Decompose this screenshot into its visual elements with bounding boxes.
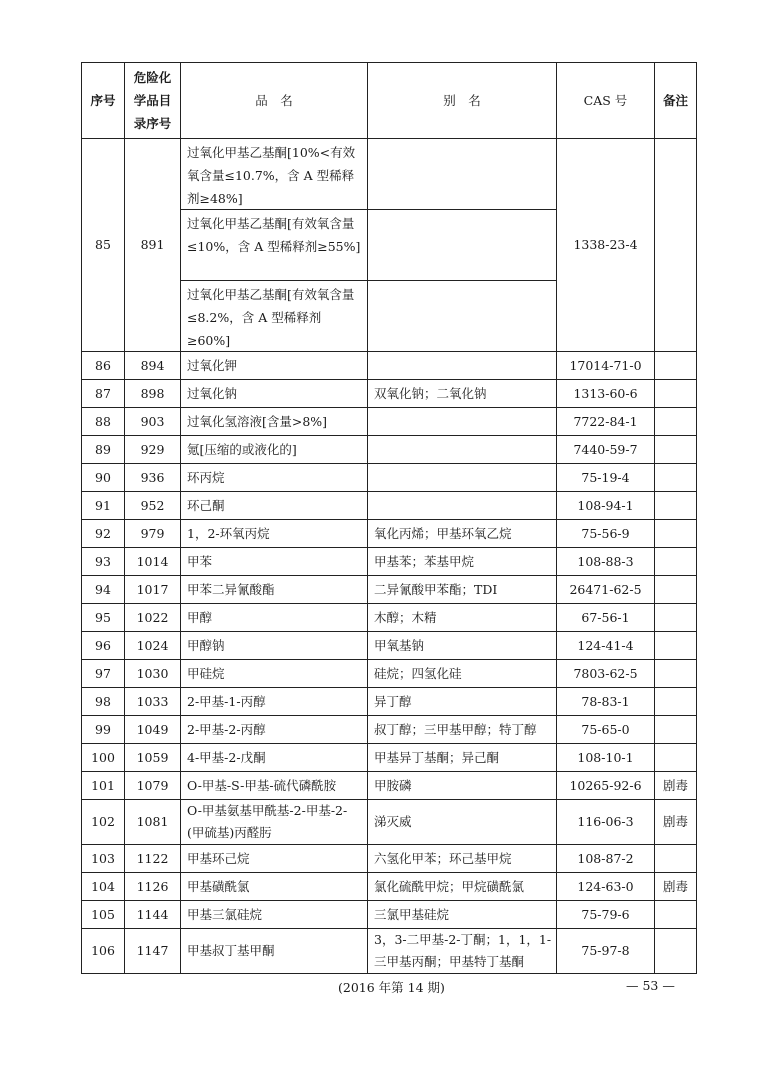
row-name: O-甲基-S-甲基-硫代磷酰胺 [181,772,368,800]
row-cas: 78-83-1 [557,688,655,716]
row-cas: 124-63-0 [557,873,655,901]
row-name: 2-甲基-2-丙醇 [181,716,368,744]
header-seq: 序号 [82,63,125,139]
row-note [655,380,697,408]
row-note [655,632,697,660]
row-cas: 7722-84-1 [557,408,655,436]
row-alias: 木醇；木精 [368,604,557,632]
row-note [655,604,697,632]
row-catalog: 1014 [125,548,181,576]
row-note [655,660,697,688]
row-catalog: 952 [125,492,181,520]
table-row [82,688,697,716]
row-name: 过氧化甲基乙基酮[10%<有效氧含量≤10.7%，含 A 型稀释剂≥48%] [181,139,367,210]
row-seq: 100 [82,744,125,772]
table-row [82,548,697,576]
row-name: 过氧化甲基乙基酮[有效氧含量≤10%，含 A 型稀释剂≥55%] [181,210,367,281]
row-cas: 108-94-1 [557,492,655,520]
table-row [82,901,697,929]
row-cas: 108-87-2 [557,845,655,873]
row-seq: 106 [82,929,125,974]
row-alias: 三氯甲基硅烷 [368,901,557,929]
row-catalog: 1033 [125,688,181,716]
table-row [82,632,697,660]
row-alias: 甲基异丁基酮；异己酮 [368,744,557,772]
row-seq: 98 [82,688,125,716]
row-name: O-甲基氨基甲酰基-2-甲基-2-(甲硫基)丙醛肟 [181,800,368,845]
header-catalog: 危险化学品目录序号 [125,63,181,139]
row-alias: 甲基苯；苯基甲烷 [368,548,557,576]
row-alias: 甲胺磷 [368,772,557,800]
row-name: 甲基叔丁基甲酮 [181,929,368,974]
row-name: 环丙烷 [181,464,368,492]
table-row [82,929,697,974]
row-note [655,688,697,716]
row-cas: 67-56-1 [557,604,655,632]
row-alias: 六氢化甲苯；环己基甲烷 [368,845,557,873]
row-catalog: 1144 [125,901,181,929]
row-catalog: 898 [125,380,181,408]
row-catalog: 979 [125,520,181,548]
row-seq: 87 [82,380,125,408]
row-catalog: 891 [125,139,181,352]
chemical-table [81,62,697,974]
row-name: 氪[压缩的或液化的] [181,436,368,464]
row-name: 甲苯 [181,548,368,576]
table-row [82,380,697,408]
row-catalog: 1022 [125,604,181,632]
row-note [655,436,697,464]
row-alias: 涕灭威 [368,800,557,845]
header-alias: 别 名 [368,63,557,139]
table-row [82,716,697,744]
row-note [655,548,697,576]
row-seq: 102 [82,800,125,845]
row-cas: 108-88-3 [557,548,655,576]
row-note [655,464,697,492]
row-cas: 26471-62-5 [557,576,655,604]
row-catalog: 1017 [125,576,181,604]
row-alias-group [368,139,557,352]
table-row [82,408,697,436]
row-catalog: 1122 [125,845,181,873]
row-catalog: 1079 [125,772,181,800]
row-catalog: 929 [125,436,181,464]
row-note [655,520,697,548]
row-alias: 双氧化钠；二氧化钠 [368,380,557,408]
row-seq: 103 [82,845,125,873]
row-alias [368,408,557,436]
row-cas: 7440-59-7 [557,436,655,464]
row-note: 剧毒 [655,800,697,845]
table-row [82,660,697,688]
row-cas: 1313-60-6 [557,380,655,408]
table-row [82,464,697,492]
row-name: 环己酮 [181,492,368,520]
row-seq: 89 [82,436,125,464]
header-note: 备注 [655,63,697,139]
table-row [82,744,697,772]
row-catalog: 936 [125,464,181,492]
row-note [655,352,697,380]
row-note: 剧毒 [655,873,697,901]
row-seq: 85 [82,139,125,352]
row-note [655,576,697,604]
row-seq: 96 [82,632,125,660]
row-note [655,716,697,744]
row-cas: 116-06-3 [557,800,655,845]
row-name: 1，2-环氧丙烷 [181,520,368,548]
table-row [82,845,697,873]
table-header-row [82,63,697,139]
row-cas: 7803-62-5 [557,660,655,688]
row-cas: 75-79-6 [557,901,655,929]
row-catalog: 1126 [125,873,181,901]
row-name: 2-甲基-1-丙醇 [181,688,368,716]
table-row [82,576,697,604]
table-row [82,772,697,800]
row-note [655,492,697,520]
row-name: 过氧化氢溶液[含量>8%] [181,408,368,436]
row-catalog: 1059 [125,744,181,772]
table-row [82,873,697,901]
row-seq: 104 [82,873,125,901]
row-cas: 75-97-8 [557,929,655,974]
row-catalog: 1030 [125,660,181,688]
table-row [82,139,697,352]
row-name: 甲苯二异氰酸酯 [181,576,368,604]
row-alias: 二异氰酸甲苯酯；TDI [368,576,557,604]
row-alias [368,464,557,492]
row-catalog: 1024 [125,632,181,660]
row-name: 过氧化甲基乙基酮[有效氧含量≤8.2%，含 A 型稀释剂≥60%] [187,287,355,348]
row-seq: 99 [82,716,125,744]
row-seq: 93 [82,548,125,576]
row-note [655,845,697,873]
row-name: 过氧化钠 [181,380,368,408]
header-cas: CAS 号 [557,63,655,139]
row-note [655,139,697,352]
row-name: 甲基磺酰氯 [181,873,368,901]
row-alias [368,436,557,464]
table-row [82,604,697,632]
row-catalog: 1049 [125,716,181,744]
row-name: 甲基三氯硅烷 [181,901,368,929]
row-catalog: 1081 [125,800,181,845]
row-alias: 异丁醇 [368,688,557,716]
row-catalog: 903 [125,408,181,436]
row-note [655,901,697,929]
row-catalog: 1147 [125,929,181,974]
row-seq: 97 [82,660,125,688]
row-name: 甲硅烷 [181,660,368,688]
row-cas: 10265-92-6 [557,772,655,800]
row-name: 过氧化钾 [181,352,368,380]
row-name: 甲醇钠 [181,632,368,660]
page-number: — 53 — [626,978,675,993]
row-alias [368,492,557,520]
table-row [82,436,697,464]
row-alias: 甲氧基钠 [368,632,557,660]
row-note [655,408,697,436]
table-row [82,520,697,548]
table-row [82,800,697,845]
row-cas: 75-19-4 [557,464,655,492]
row-name: 甲醇 [181,604,368,632]
row-alias: 叔丁醇；三甲基甲醇；特丁醇 [368,716,557,744]
row-seq: 88 [82,408,125,436]
row-alias: 氯化硫酰甲烷；甲烷磺酰氯 [368,873,557,901]
row-alias [368,352,557,380]
row-cas: 108-10-1 [557,744,655,772]
row-seq: 86 [82,352,125,380]
issue-label: (2016 年第 14 期) [338,980,445,995]
row-cas: 1338-23-4 [557,139,655,352]
row-note: 剧毒 [655,772,697,800]
row-cas: 17014-71-0 [557,352,655,380]
row-name-group [181,139,368,352]
row-alias: 氧化丙烯；甲基环氧乙烷 [368,520,557,548]
row-alias: 硅烷；四氢化硅 [368,660,557,688]
row-seq: 95 [82,604,125,632]
row-name: 甲基环己烷 [181,845,368,873]
row-note [655,744,697,772]
row-cas: 75-56-9 [557,520,655,548]
row-seq: 105 [82,901,125,929]
row-seq: 94 [82,576,125,604]
row-cas: 124-41-4 [557,632,655,660]
row-catalog: 894 [125,352,181,380]
row-cas: 75-65-0 [557,716,655,744]
row-alias: 3，3-二甲基-2-丁酮；1，1，1-三甲基丙酮；甲基特丁基酮 [368,929,557,974]
row-seq: 91 [82,492,125,520]
row-name: 4-甲基-2-戊酮 [181,744,368,772]
row-seq: 101 [82,772,125,800]
row-seq: 90 [82,464,125,492]
table-row [82,352,697,380]
table-row [82,492,697,520]
row-seq: 92 [82,520,125,548]
header-name: 品 名 [181,63,368,139]
row-note [655,929,697,974]
